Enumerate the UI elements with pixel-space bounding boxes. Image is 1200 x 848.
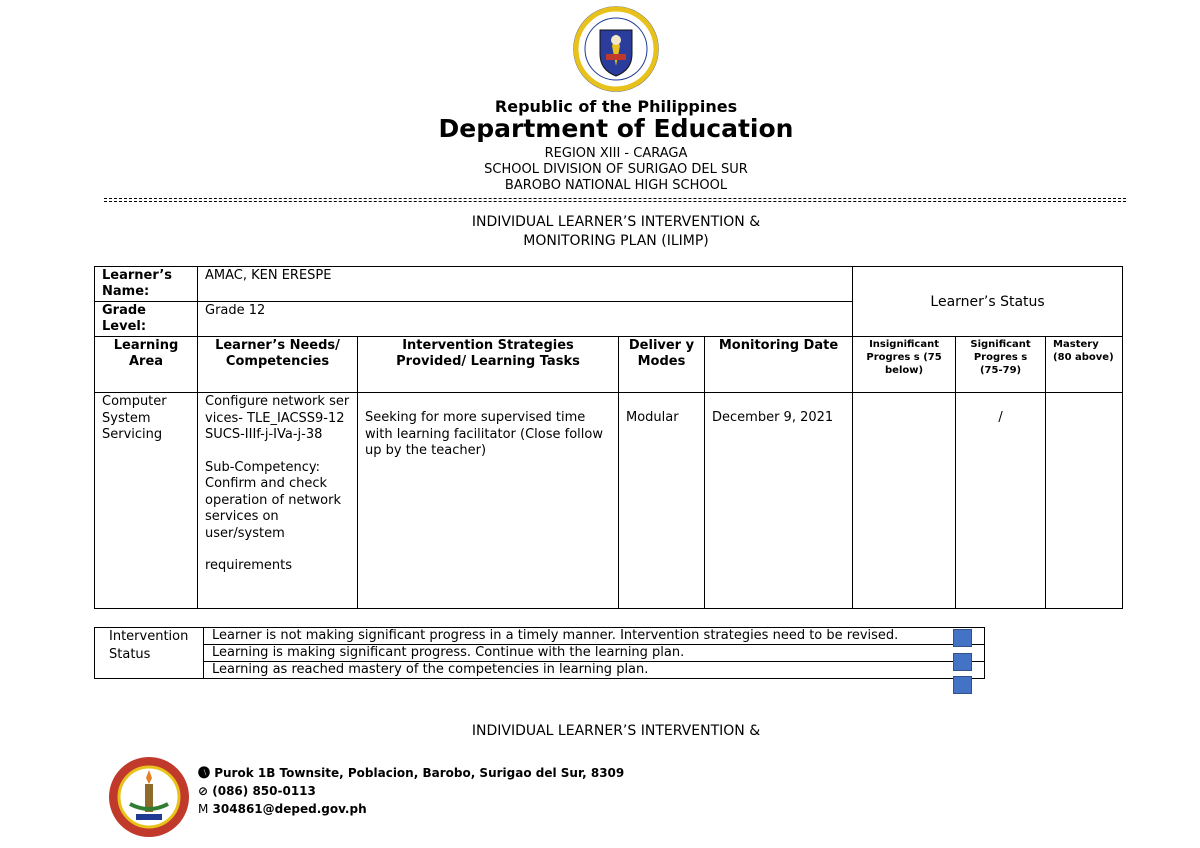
intervention-status-label: Intervention Status bbox=[95, 628, 204, 679]
phone-icon: ⊘ bbox=[198, 784, 209, 798]
learner-name-label: Learner’s Name: bbox=[95, 267, 198, 302]
plan-title-line1: INDIVIDUAL LEARNER’S INTERVENTION & bbox=[471, 214, 761, 230]
grade-level-label: Grade Level: bbox=[95, 302, 198, 337]
repeat-title: INDIVIDUAL LEARNER’S INTERVENTION & bbox=[471, 723, 761, 739]
address-text: Purok 1B Townsite, Poblacion, Barobo, Surigao del Sur, 8309 bbox=[214, 766, 625, 780]
status-checkbox[interactable] bbox=[953, 653, 972, 671]
location-icon: 🅐 bbox=[198, 766, 211, 780]
mastery-cell bbox=[1046, 393, 1123, 609]
status-option: Learner is not making significant progress in a timely manner. Intervention strategies need to be revised. bbox=[204, 628, 985, 645]
divider bbox=[104, 201, 1126, 202]
divider bbox=[104, 198, 1126, 199]
footer-phone bbox=[198, 783, 316, 800]
school-text: BAROBO NATIONAL HIGH SCHOOL bbox=[504, 178, 728, 193]
col-learning-area: Learning Area bbox=[95, 337, 198, 393]
deped-seal-icon bbox=[573, 6, 659, 92]
barobo-nhs-seal-icon bbox=[108, 756, 190, 838]
footer-email bbox=[198, 801, 367, 818]
footer-address bbox=[198, 765, 624, 782]
col-significant: Significant Progres s (75-79) bbox=[956, 337, 1046, 393]
region-text: REGION XIII - CARAGA bbox=[544, 146, 688, 161]
col-mastery: Mastery (80 above) bbox=[1046, 337, 1123, 393]
sub-competency-text: Sub-Competency: Confirm and check operation of network services on user/system bbox=[205, 459, 342, 541]
email-text: 304861@deped.gov.ph bbox=[212, 802, 367, 816]
col-monitoring: Monitoring Date bbox=[705, 337, 853, 393]
republic-heading: Republic of the Philippines bbox=[494, 97, 738, 116]
col-intervention: Intervention Strategies Provided/ Learning Tasks bbox=[358, 337, 619, 393]
division-text: SCHOOL DIVISION OF SURIGAO DEL SUR bbox=[484, 162, 748, 177]
competency-text: Configure network services- TLE_IACSS9-12SUCS-IIIf-j-IVa-j-38 bbox=[205, 394, 350, 442]
learners-status-header: Learner’s Status bbox=[853, 267, 1123, 337]
status-checkbox[interactable] bbox=[953, 676, 972, 694]
mail-icon: M bbox=[198, 802, 209, 816]
col-needs: Learner’s Needs/ Competencies bbox=[198, 337, 358, 393]
plan-title-line2: MONITORING PLAN (ILIMP) bbox=[523, 233, 709, 249]
ilimp-table bbox=[94, 266, 1123, 609]
status-option: Learning is making significant progress. Continue with the learning plan. bbox=[204, 645, 985, 662]
requirements-text: requirements bbox=[205, 558, 292, 573]
competency-cell bbox=[198, 393, 358, 609]
date-cell: December 9, 2021 bbox=[705, 393, 853, 609]
significant-cell: / bbox=[956, 393, 1046, 609]
col-delivery: Deliver y Modes bbox=[619, 337, 705, 393]
intervention-status-table bbox=[94, 627, 985, 679]
department-heading: Department of Education bbox=[438, 114, 794, 143]
insignificant-cell bbox=[853, 393, 956, 609]
learner-name-value: AMAC, KEN ERESPE bbox=[198, 267, 853, 302]
learning-area-cell: Computer System Servicing bbox=[95, 393, 198, 609]
col-insignificant: Insignificant Progres s (75 below) bbox=[853, 337, 956, 393]
phone-text: (086) 850-0113 bbox=[212, 784, 316, 798]
status-checkbox[interactable] bbox=[953, 629, 972, 647]
intervention-cell: Seeking for more supervised time with learning facilitator (Close follow up by the teacher) bbox=[358, 393, 619, 609]
delivery-cell: Modular bbox=[619, 393, 705, 609]
grade-level-value: Grade 12 bbox=[198, 302, 853, 337]
status-option: Learning as reached mastery of the competencies in learning plan. bbox=[204, 662, 985, 679]
